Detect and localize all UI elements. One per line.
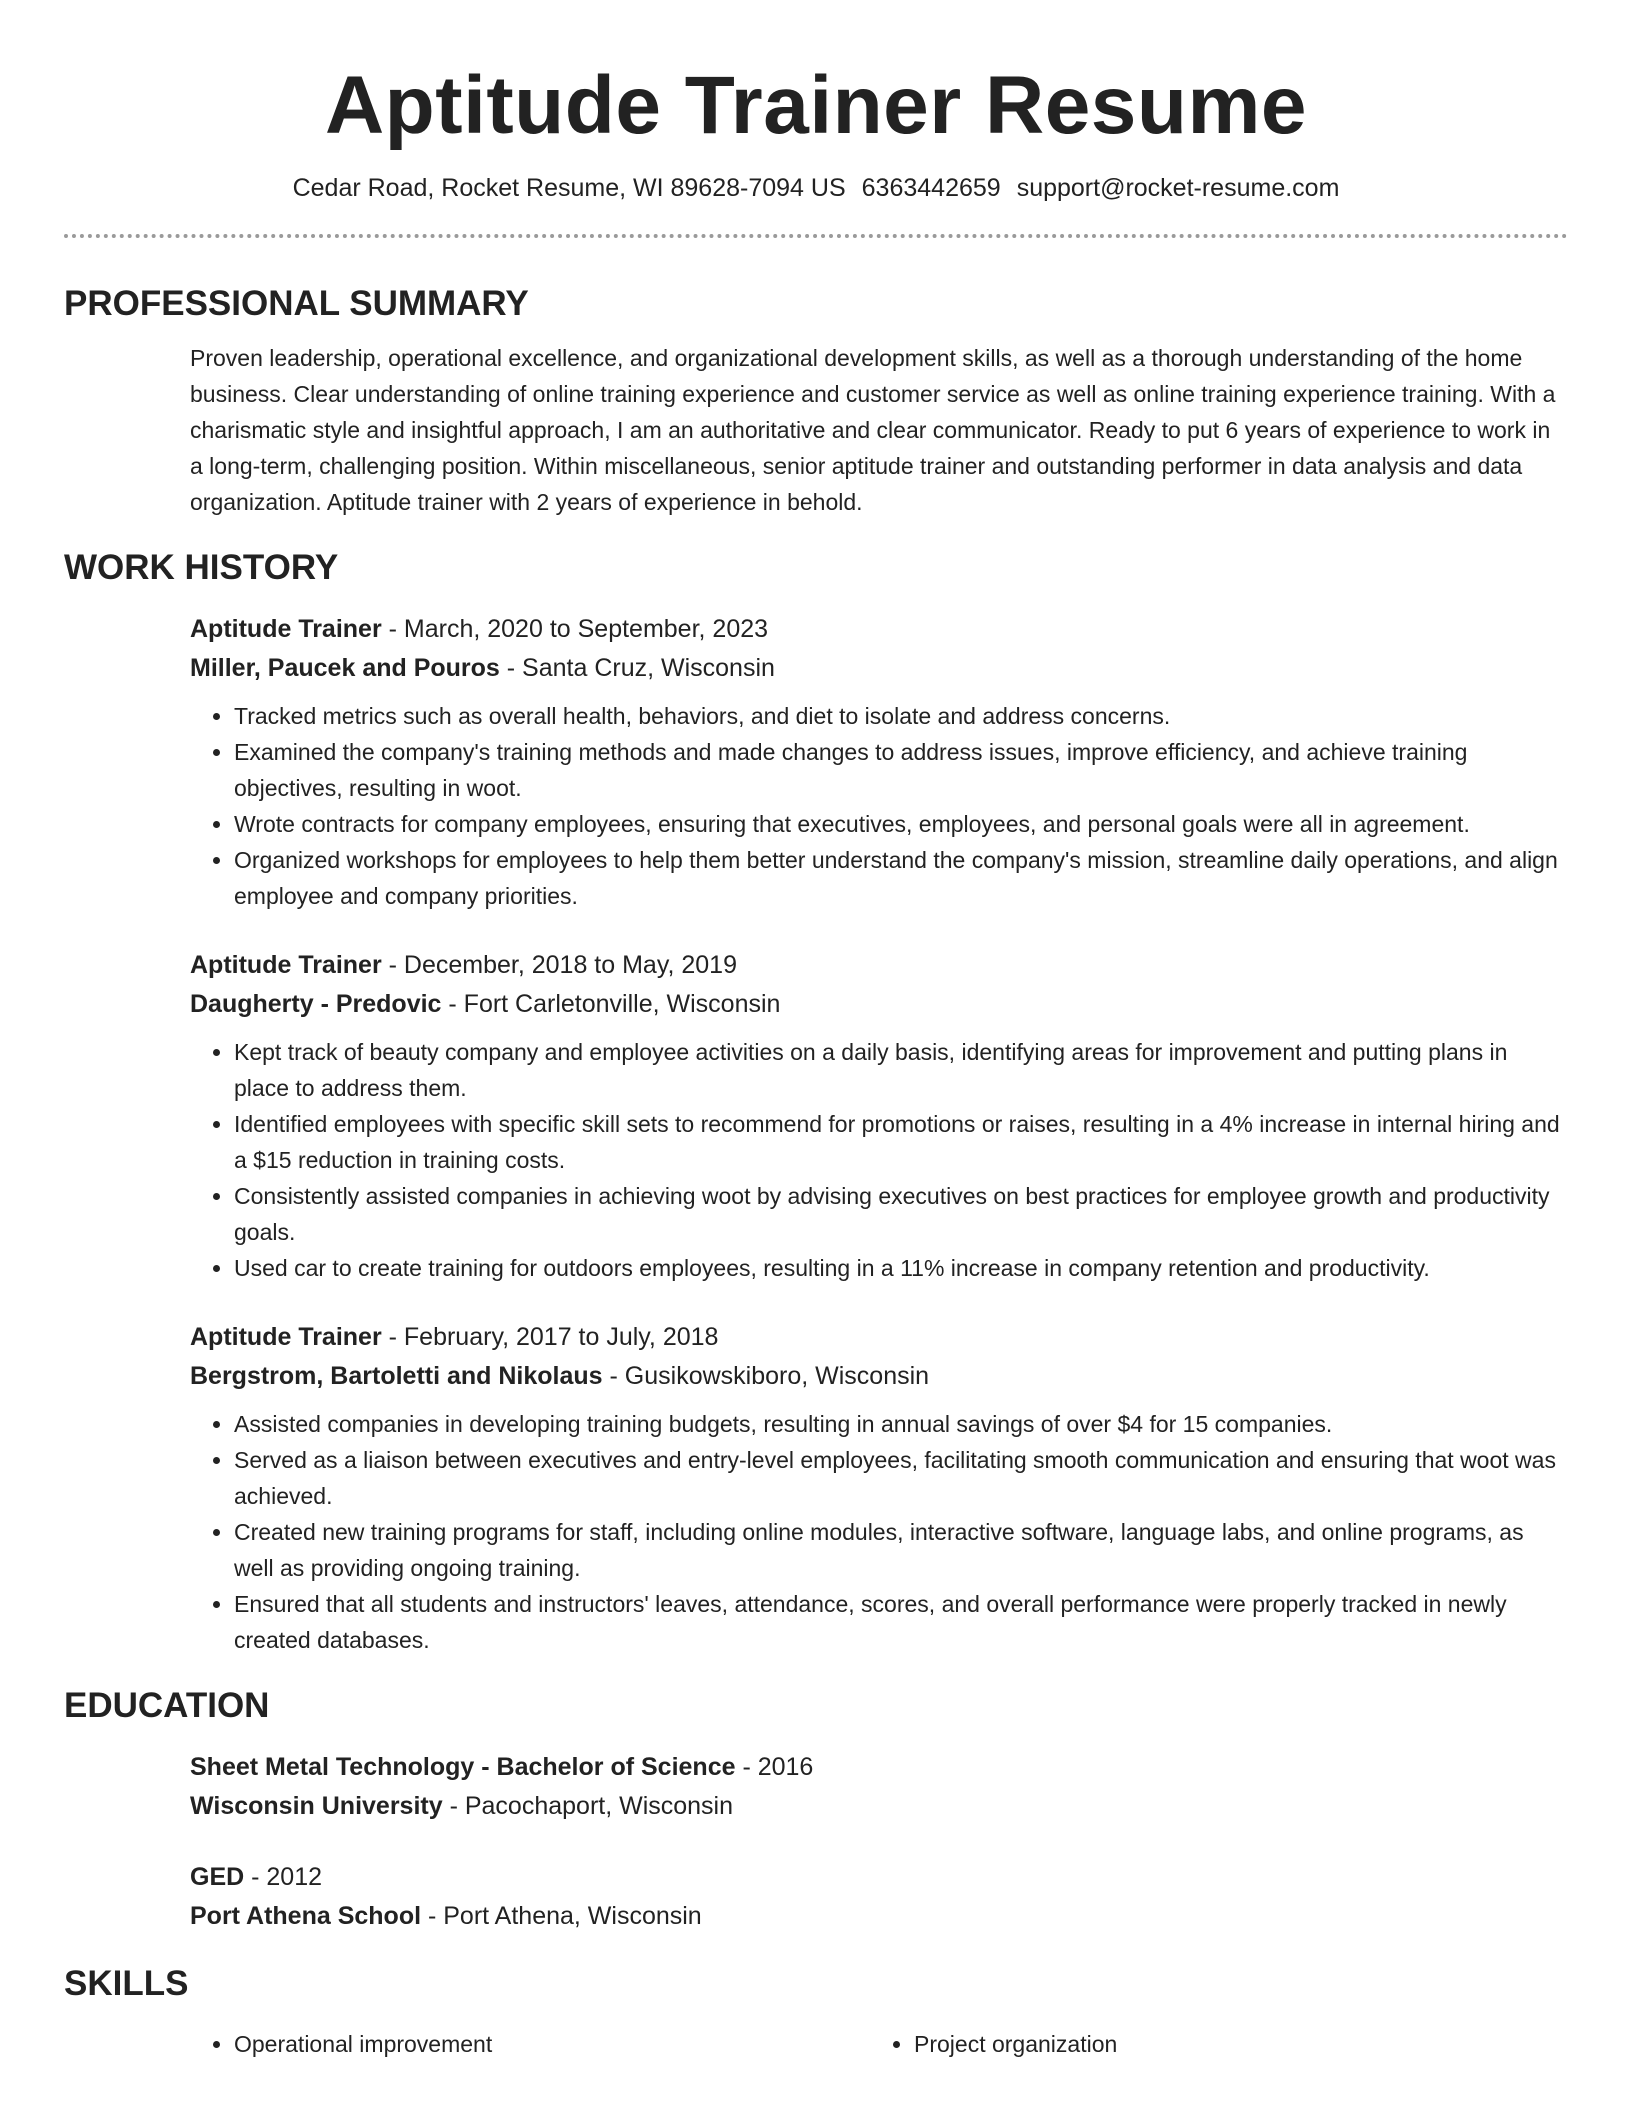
work-history-heading: WORK HISTORY	[64, 548, 339, 587]
education-school: Wisconsin University	[190, 1792, 443, 1820]
skills-columns	[190, 2026, 1568, 2062]
job-bullet: • Organized workshops for employees to help them better understand the company's mission, streamline daily operations, and align employee and company priorities.	[234, 842, 1568, 914]
skills-left-column	[190, 2026, 870, 2062]
job-bullet: • Tracked metrics such as overall health, behaviors, and diet to isolate and address concerns.	[234, 698, 1568, 734]
job-bullet: • Wrote contracts for company employees, ensuring that executives, employees, and personal goals were all in agreement.	[234, 806, 1568, 842]
job-role: Aptitude Trainer	[190, 615, 382, 643]
contact-address: Cedar Road, Rocket Resume, WI 89628-7094 US	[292, 174, 846, 202]
summary-heading: PROFESSIONAL SUMMARY	[64, 284, 529, 323]
job-bullet: • Kept track of beauty company and employee activities on a daily basis, identifying areas for improvement and putting plans in place to address them.	[234, 1034, 1568, 1106]
summary-section	[64, 282, 1568, 520]
summary-text: Proven leadership, operational excellence, and organizational development skills, as well as a thorough understanding of the home business. Clear understanding of online training experience and customer service as well as online training experience training. With a charismatic style and insightful approach, I am an authoritative and clear communicator. Ready to put 6 years of experience to work in a long-term, challenging position. Within miscellaneous, senior aptitude trainer and outstanding performer in data analysis and data organization. Aptitude trainer with 2 years of experience in behold.	[190, 345, 1556, 515]
education-school: Port Athena School	[190, 1902, 422, 1930]
job-title-line	[190, 610, 1568, 649]
job-bullet: • Assisted companies in developing training budgets, resulting in annual savings of over $4 for 15 companies.	[234, 1406, 1568, 1442]
job-bullet: • Used car to create training for outdoors employees, resulting in a 11% increase in company retention and productivity.	[234, 1250, 1568, 1286]
job-dates: - February, 2017 to July, 2018	[381, 1323, 719, 1351]
skills-section	[64, 1962, 1568, 2062]
education-degree: Sheet Metal Technology - Bachelor of Science	[190, 1753, 736, 1781]
job-entry	[190, 610, 1568, 914]
job-company: Bergstrom, Bartoletti and Nikolaus	[190, 1362, 603, 1390]
job-role: Aptitude Trainer	[190, 951, 382, 979]
education-heading: EDUCATION	[64, 1686, 270, 1725]
job-bullet: • Examined the company's training methods and made changes to address issues, improve efficiency, and achieve training objectives, resulting in woot.	[234, 734, 1568, 806]
work-history-section	[64, 546, 1568, 1658]
job-entry	[190, 1318, 1568, 1658]
job-bullet: • Identified employees with specific skill sets to recommend for promotions or raises, resulting in a 4% increase in internal hiring and a $15 reduction in training costs.	[234, 1106, 1568, 1178]
job-company: Daugherty - Predovic	[190, 990, 442, 1018]
job-location: - Fort Carletonville, Wisconsin	[441, 990, 781, 1018]
job-title-line	[190, 946, 1568, 985]
education-location: - Pacochaport, Wisconsin	[442, 1792, 734, 1820]
contact-email: support@rocket-resume.com	[1016, 174, 1340, 202]
education-school-line	[190, 1897, 1568, 1936]
job-company-line	[190, 1357, 1568, 1396]
job-bullets	[190, 698, 1568, 914]
education-year: - 2016	[735, 1753, 814, 1781]
contact-phone: 6363442659	[861, 174, 1001, 202]
education-degree: GED	[190, 1863, 245, 1891]
skills-right-column	[870, 2026, 1550, 2062]
job-location: - Gusikowskiboro, Wisconsin	[602, 1362, 930, 1390]
header-divider	[64, 234, 1568, 238]
education-school-line	[190, 1787, 1568, 1826]
education-year: - 2012	[244, 1863, 323, 1891]
job-company-line	[190, 649, 1568, 688]
education-degree-line	[190, 1858, 1568, 1897]
job-bullets	[190, 1406, 1568, 1658]
resume-page	[64, 0, 1568, 2062]
job-dates: - December, 2018 to May, 2019	[381, 951, 737, 979]
job-bullets	[190, 1034, 1568, 1286]
job-bullet: • Created new training programs for staff, including online modules, interactive software, language labs, and online programs, as well as providing ongoing training.	[234, 1514, 1568, 1586]
education-entry	[190, 1858, 1568, 1936]
job-bullet: • Consistently assisted companies in achieving woot by advising executives on best practices for employee growth and productivity goals.	[234, 1178, 1568, 1250]
job-title-line	[190, 1318, 1568, 1357]
job-dates: - March, 2020 to September, 2023	[381, 615, 769, 643]
education-section	[64, 1684, 1568, 1936]
job-company: Miller, Paucek and Pouros	[190, 654, 500, 682]
skill-item: • Operational improvement	[234, 2026, 870, 2062]
education-degree-line	[190, 1748, 1568, 1787]
contact-line	[64, 172, 1568, 204]
job-entry	[190, 946, 1568, 1286]
resume-title: Aptitude Trainer Resume	[324, 60, 1308, 151]
job-role: Aptitude Trainer	[190, 1323, 382, 1351]
job-company-line	[190, 985, 1568, 1024]
skill-item: • Project organization	[914, 2026, 1550, 2062]
education-entry	[190, 1748, 1568, 1826]
job-bullet: • Ensured that all students and instructors' leaves, attendance, scores, and overall performance were properly tracked in newly created databases.	[234, 1586, 1568, 1658]
job-bullet: • Served as a liaison between executives and entry-level employees, facilitating smooth communication and ensuring that woot was achieved.	[234, 1442, 1568, 1514]
skills-heading: SKILLS	[64, 1964, 189, 2003]
job-location: - Santa Cruz, Wisconsin	[499, 654, 775, 682]
education-location: - Port Athena, Wisconsin	[421, 1902, 702, 1930]
